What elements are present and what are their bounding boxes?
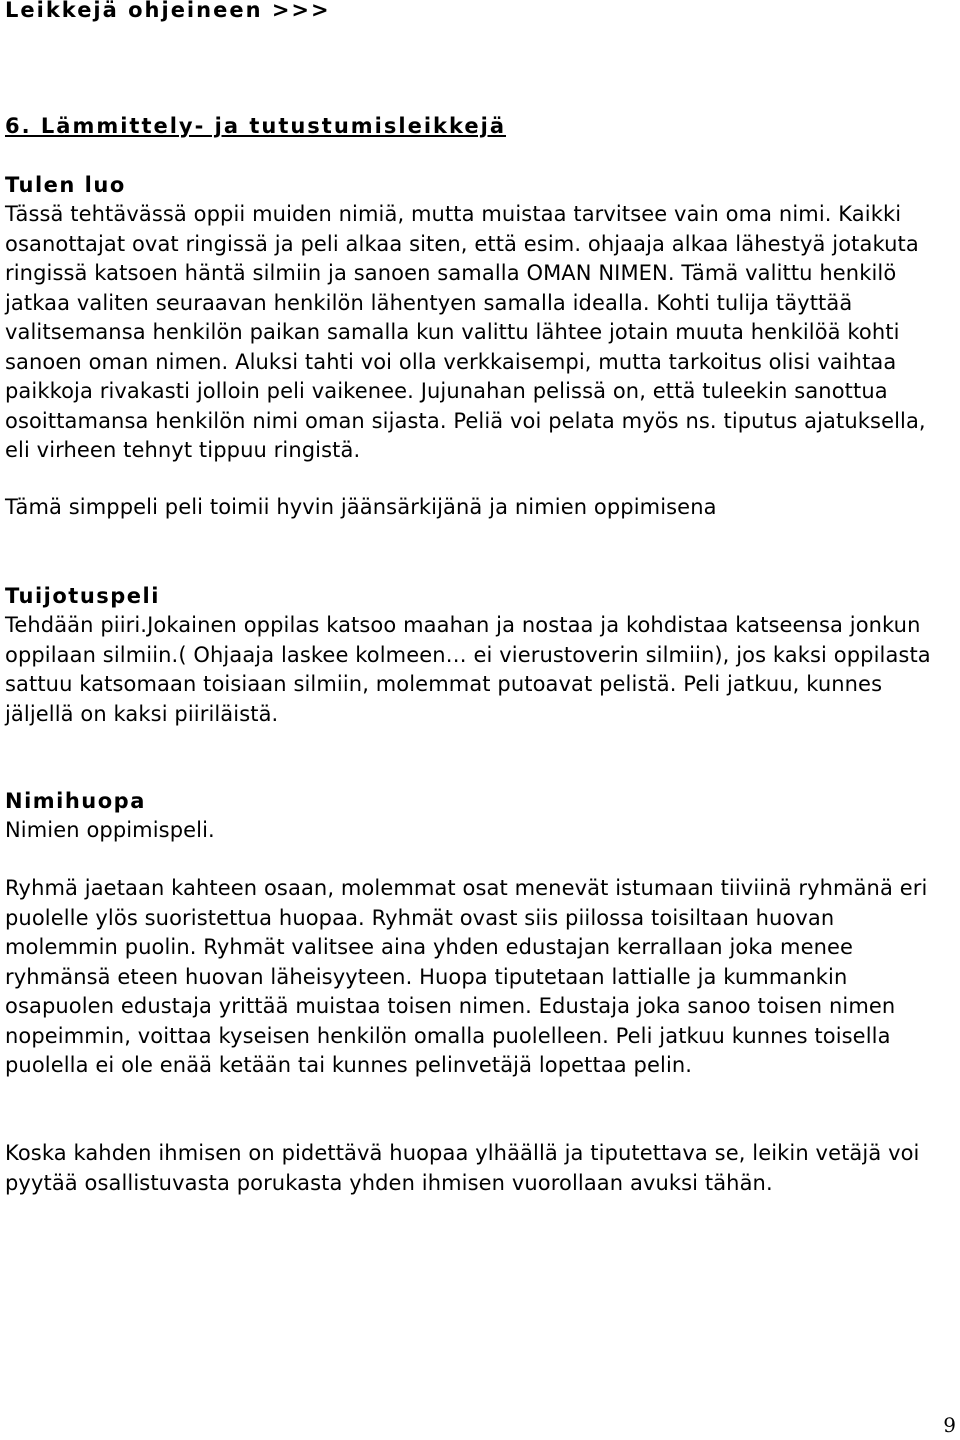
game-title-tulen-luo: Tulen luo	[5, 173, 126, 197]
game-title-tuijotuspeli: Tuijotuspeli	[5, 584, 160, 608]
game-note-nimihuopa: Koska kahden ihmisen on pidettävä huopaa ylhäällä ja tiputettava se, leikin vetäjä voi pyytää osallistuvasta porukasta yhden ihmisen vuorollaan avuksi tähän.	[5, 1141, 920, 1195]
game-subtitle-nimihuopa: Nimien oppimispeli.	[5, 818, 215, 842]
game-title-nimihuopa: Nimihuopa	[5, 789, 146, 813]
game-description-tuijotuspeli: Tehdään piiri.Jokainen oppilas katsoo maahan ja nostaa ja kohdistaa katseensa jonkun oppilaan silmiin.( Ohjaaja laskee kolmeen… ei vierustoverin silmiin), jos kaksi oppilasta sattuu katsomaan toisiaan silmiin, molemmat putoavat pelistä. Peli jatkuu, kunnes jäljellä on kaksi piiriläistä.	[5, 613, 931, 726]
game-description-nimihuopa: Ryhmä jaetaan kahteen osaan, molemmat osat menevät istumaan tiiviinä ryhmänä eri puolelle ylös suoristettua huopaa. Ryhmät ovast siis piilossa toisiltaan huovan molemmin puolin. Ryhmät valitsee aina yhden edustajan kerrallaan joka menee ryhmänsä eteen huovan läheisyyteen. Huopa tiputetaan lattialle ja kummankin osapuolen edustaja yrittää muistaa toisen nimen. Edustaja joka sanoo toisen nimen nopeimmin, voittaa kyseisen henkilön omalla puolelleen. Peli jatkuu kunnes toisella puolella ei ole enää ketään tai kunnes pelinvetäjä lopettaa pelin.	[5, 876, 928, 1077]
game-description-tulen-luo: Tässä tehtävässä oppii muiden nimiä, mutta muistaa tarvitsee vain oma nimi. Kaikki osanottajat ovat ringissä ja peli alkaa siten, että esim. ohjaaja alkaa lähestyä jotakuta ringissä katsoen häntä silmiin ja sanoen samalla OMAN NIMEN. Tämä valittu henkilö jatkaa valiten seuraavan henkilön lähentyen samalla idealla. Kohti tulija täyttää valitsemansa henkilön paikan samalla kun valittu lähtee jotain muuta henkilöä kohti sanoen oman nimen. Aluksi tahti voi olla verkkaisempi, mutta tarkoitus olisi vaihtaa paikkoja rivakasti jolloin peli vaikenee. Jujunahan pelissä on, että tuleekin sanottua osoittamansa henkilön nimi oman sijasta. Peliä voi pelata myös ns. tiputus ajatuksella, eli virheen tehnyt tippuu ringistä.	[5, 202, 926, 462]
section-heading: 6. Lämmittely- ja tutustumisleikkejä	[5, 114, 506, 138]
game-summary-tulen-luo: Tämä simppeli peli toimii hyvin jäänsärkijänä ja nimien oppimisena	[5, 495, 717, 519]
page-number: 9	[943, 1413, 956, 1437]
document-title: Leikkejä ohjeineen >>>	[5, 0, 331, 22]
